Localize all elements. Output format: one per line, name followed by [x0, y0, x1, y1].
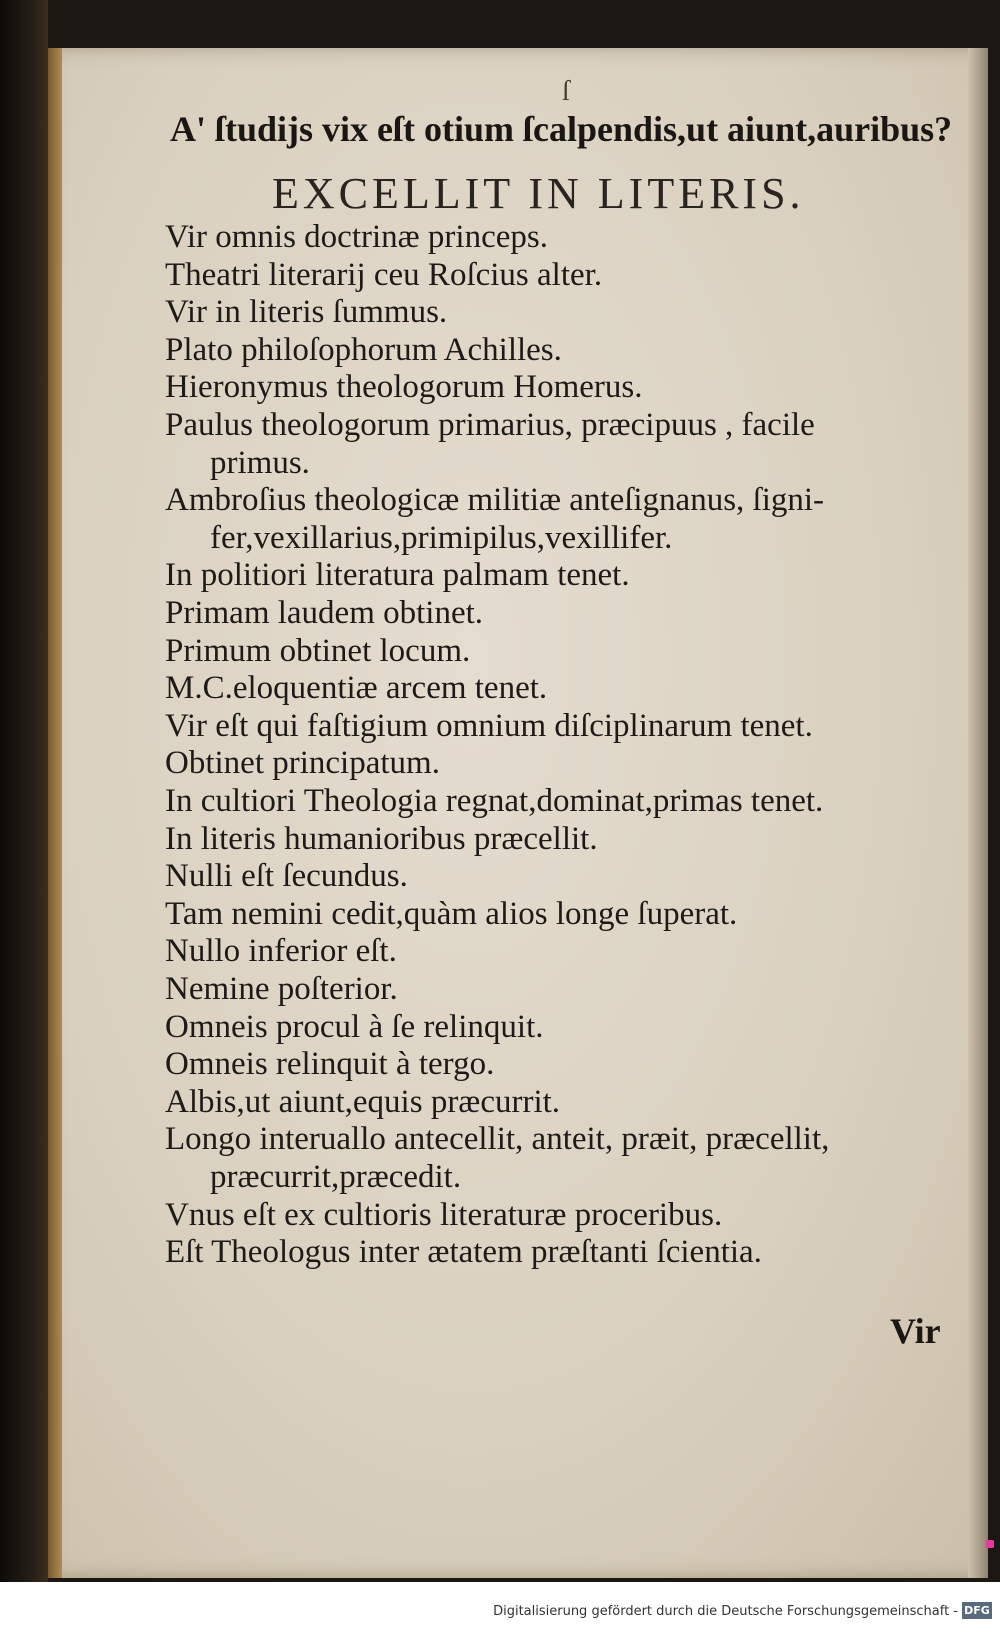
entry-line: Ambroſius theologicæ militiæ anteſignanus, ſigni- — [165, 482, 825, 518]
entry-line: Vir eſt qui faſtigium omnium diſciplinarum tenet. — [165, 708, 813, 744]
entry-line: Eſt Theologus inter ætatem præſtanti ſcientia. — [165, 1234, 762, 1270]
entry-continuation-line: primus. — [210, 445, 310, 481]
entry-line: In cultiori Theologia regnat,dominat,primas tenet. — [165, 783, 824, 819]
section-heading: EXCELLIT IN LITERIS. — [272, 169, 805, 218]
marginal-mark: ſ — [562, 76, 570, 107]
entry-line: Vir in literis ſummus. — [165, 294, 448, 330]
footer-bar — [0, 1582, 1000, 1636]
entry-line: Obtinet principatum. — [165, 745, 440, 781]
entry-line: Plato philoſophorum Achilles. — [165, 332, 562, 368]
entry-line: In literis humanioribus præcellit. — [165, 821, 598, 857]
entry-line: Nemine poſterior. — [165, 971, 398, 1007]
entry-line: Omneis relinquit à tergo. — [165, 1046, 495, 1082]
running-headline: A' ſtudijs vix eſt otium ſcalpendis,ut aiunt,auribus? — [170, 109, 953, 149]
entry-line: Primum obtinet locum. — [165, 633, 471, 669]
entry-line: Longo interuallo antecellit, anteit, præit, præcellit, — [165, 1121, 830, 1157]
entry-line: Tam nemini cedit,quàm alios longe ſuperat. — [165, 896, 738, 932]
entry-line: Vnus eſt ex cultioris literaturæ proceribus. — [165, 1197, 723, 1233]
entry-line: Omneis procul à ſe relinquit. — [165, 1009, 544, 1045]
entry-continuation-line: præcurrit,præcedit. — [210, 1159, 462, 1195]
catchword: Vir — [890, 1311, 941, 1351]
funding-credit: Digitalisierung gefördert durch die Deutsche Forschungsgemeinschaft - — [493, 1604, 958, 1619]
entry-line: Nullo inferior eſt. — [165, 933, 397, 969]
entry-line: Hieronymus theologorum Homerus. — [165, 369, 643, 405]
scan-dark-edge — [0, 0, 48, 1636]
entry-line: In politiori literatura palmam tenet. — [165, 557, 630, 593]
entry-line: Albis,ut aiunt,equis præcurrit. — [165, 1084, 561, 1120]
entry-line: Vir omnis doctrinæ princeps. — [165, 219, 548, 255]
scan-color-marker — [986, 1540, 994, 1548]
entry-line: Paulus theologorum primarius, præcipuus , facile — [165, 407, 815, 443]
entry-line: Primam laudem obtinet. — [165, 595, 484, 631]
entry-line: Theatri literarij ceu Roſcius alter. — [165, 257, 603, 293]
entry-line: M.C.eloquentiæ arcem tenet. — [165, 670, 548, 706]
page-right-edge — [968, 48, 988, 1578]
entry-continuation-line: fer,vexillarius,primipilus,vexillifer. — [210, 520, 673, 556]
page-gutter — [48, 48, 62, 1578]
dfg-logo: DFG — [962, 1602, 992, 1619]
entry-line: Nulli eſt ſecundus. — [165, 858, 408, 894]
